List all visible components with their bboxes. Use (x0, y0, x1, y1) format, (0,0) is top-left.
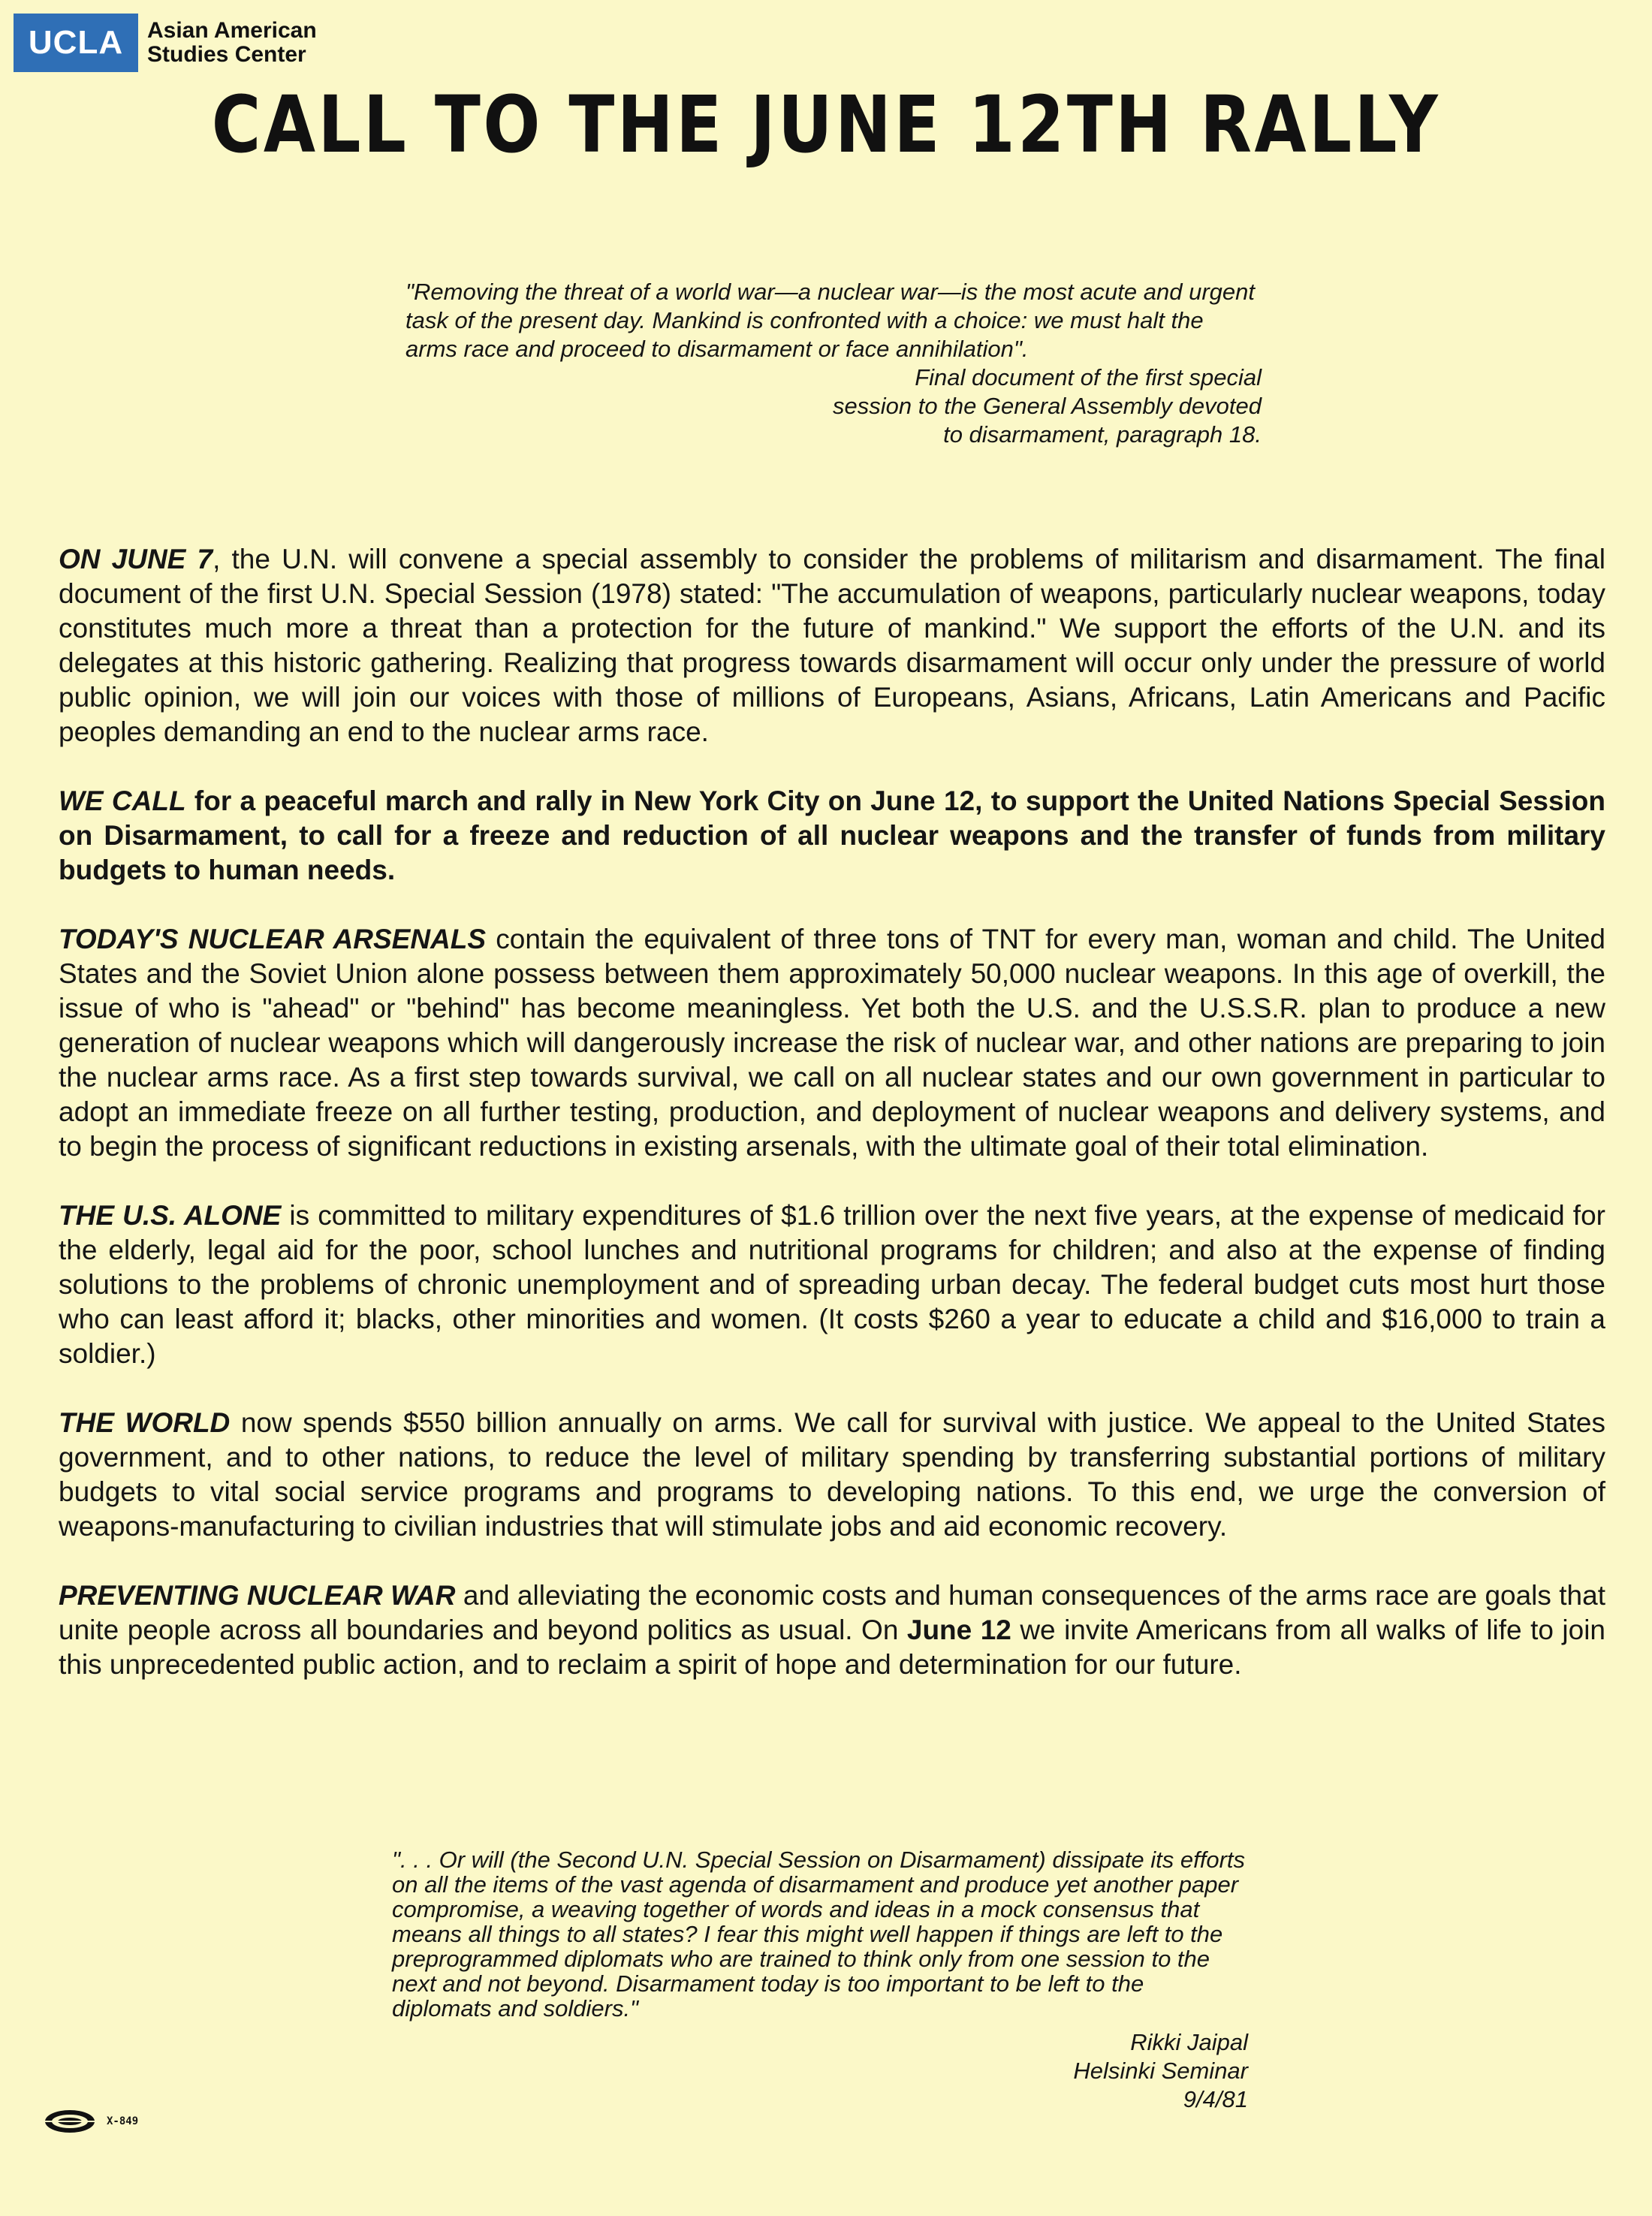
paragraph-us-alone (59, 1198, 1605, 1371)
paragraph-we-call (59, 784, 1605, 888)
paragraph-june-7 (59, 542, 1605, 749)
epigraph-attribution-1: Final document of the first special (915, 364, 1262, 390)
epigraph-attribution-3: to disarmament, paragraph 18. (943, 421, 1262, 448)
body-text (59, 542, 1605, 1717)
center-name-line2: Studies Center (147, 42, 306, 67)
paragraph-lead: ON JUNE 7 (59, 544, 213, 574)
paragraph-text: now spends $550 billion annually on arms. We call for survival with justice. We appeal to the United States government, and to other nations, to reduce the level of military spending by transferring substantial portions of military budgets to vital social service programs and programs to developing nations. To this end, we urge the conversion of weapons-manufacturing to civilian industries that will stimulate jobs and aid economic recovery. (59, 1407, 1605, 1542)
union-bug-icon (44, 2109, 96, 2134)
closing-quote-attribution (392, 2028, 1248, 2114)
paragraph-lead: PREVENTING NUCLEAR WAR (59, 1580, 456, 1611)
ucla-logo (14, 14, 317, 72)
center-name-line1: Asian American (147, 18, 317, 43)
union-stamp (44, 2109, 138, 2134)
paragraph-text: , the U.N. will convene a special assembly to consider the problems of militarism and disarmament. The final document of the first U.N. Special Session (1978) stated: "The accumulation of weapons, particularly nuclear weapons, today constitutes much more a threat than a protection for the future of mankind." We support the efforts of the U.N. and its delegates at this historic gathering. Realizing that progress towards disarmament will occur only under the pressure of world public opinion, we will join our voices with those of millions of Europeans, Asians, Africans, Latin Americans and Pacific peoples demanding an end to the nuclear arms race. (59, 544, 1605, 747)
ucla-logo-box: UCLA (14, 14, 138, 72)
stamp-code: X-849 (107, 2115, 139, 2127)
page-title: CALL TO THE JUNE 12TH RALLY (211, 79, 1441, 170)
quote-date: 9/4/81 (1183, 2086, 1248, 2112)
quote-source: Helsinki Seminar (1073, 2058, 1248, 2084)
paragraph-nuclear-arsenals (59, 922, 1605, 1164)
paragraph-lead: THE WORLD (59, 1407, 231, 1438)
paragraph-text: and alleviating the economic costs and human consequences of the arms race are goals that unite people across all boundaries and beyond politics as usual. On (59, 1580, 1605, 1645)
paragraph-the-world (59, 1406, 1605, 1544)
closing-quote (392, 1847, 1248, 2114)
paragraph-lead: TODAY'S NUCLEAR ARSENALS (59, 924, 487, 954)
epigraph-text: "Removing the threat of a world war—a nuclear war—is the most acute and urgent task of the present day. Mankind is confronted with a choice: we must halt the arms race and proceed to disarmament or face annihilation". (405, 279, 1256, 362)
paragraph-bold-date: June 12 (906, 1615, 1011, 1645)
paragraph-preventing-war (59, 1578, 1605, 1682)
epigraph-quote (405, 278, 1262, 449)
epigraph-attribution-2: session to the General Assembly devoted (833, 393, 1262, 419)
paragraph-lead: THE U.S. ALONE (59, 1200, 282, 1231)
center-name (147, 19, 317, 67)
paragraph-text: for a peaceful march and rally in New York City on June 12, to support the United Nations Special Session on Disarmament, to call for a freeze and reduction of all nuclear weapons and the transfer of funds from military budgets to human needs. (59, 785, 1606, 885)
paragraph-lead: WE CALL (59, 785, 186, 816)
quote-author: Rikki Jaipal (1130, 2029, 1248, 2055)
paragraph-text: is committed to military expenditures of $1.6 trillion over the next five years, at the expense of medicaid for the elderly, legal aid for the poor, school lunches and nutritional programs for children; and also at the expense of finding solutions to the problems of chronic unemployment and of spreading urban decay. The federal budget cuts most hurt those who can least afford it; blacks, other minorities and women. (It costs $260 a year to educate a child and $16,000 to train a soldier.) (59, 1200, 1605, 1369)
closing-quote-text: ". . . Or will (the Second U.N. Special Session on Disarmament) dissipate its efforts on all the items of the vast agenda of disarmament and produce yet another paper compromise, a weaving together of words and ideas in a mock consensus that means all things to all states? I fear this might well happen if things are left to the preprogrammed diplomats who are trained to think only from one session to the next and not beyond. Disarmament today is too important to be left to the diplomats and soldiers." (392, 1847, 1246, 2022)
paragraph-text: we invite Americans from all walks of life to join this unprecedented public action, and to reclaim a spirit of hope and determination for our future. (59, 1615, 1606, 1680)
paragraph-text: contain the equivalent of three tons of TNT for every man, woman and child. The United States and the Soviet Union alone possess between them approximately 50,000 nuclear weapons. In this age of overkill, the issue of who is "ahead" or "behind" has become meaningless. Yet both the U.S. and the U.S.S.R. plan to produce a new generation of nuclear weapons which will dangerously increase the risk of nuclear war, and other nations are preparing to join the nuclear arms race. As a first step towards survival, we call on all nuclear states and our own government in particular to adopt an immediate freeze on all further testing, production, and deployment of nuclear weapons and delivery systems, and to begin the process of significant reductions in existing arsenals, with the ultimate goal of their total elimination. (59, 924, 1605, 1162)
